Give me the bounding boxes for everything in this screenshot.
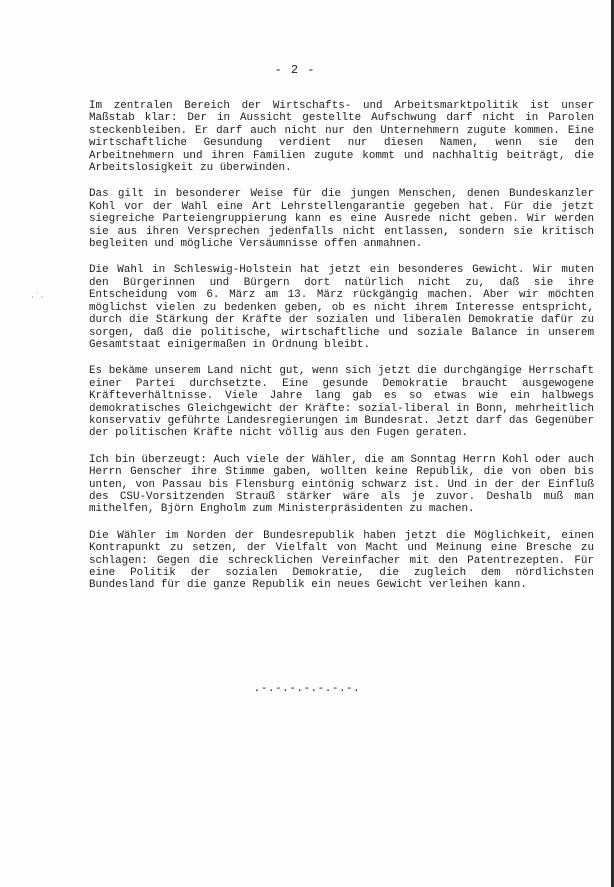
paragraph-voters: Ich bin überzeugt: Auch viele der Wähler, die am Sonntag Herrn Kohl oder auch Herrn Genscher ihre Stimme gaben, wollten keine Republik, die von oben bis unten, von Passau bis Flensburg eintönig schwarz ist. Und in der der Einfluß des CSU-Vorsitzenden Strauß stärker wäre als je zuvor. Deshalb muß man mithelfen, Björn Engholm zum Ministerpräsidenten zu machen.	[89, 453, 594, 516]
paragraph-north: Die Wähler im Norden der Bundesrepublik haben jetzt die Möglichkeit, einen Kontrapunkt zu setzen, der Vielfalt von Macht und Meinung eine Bresche zu schlagen: Gegen die schrecklichen Vereinfacher mit den Patentrezepten. Für eine Politik der sozialen Demokratie, die zugleich dem nördlichsten Bundesland für die ganze Republik ein neues Gewicht verleihen kann.	[89, 529, 594, 592]
page-number: - 2 -	[274, 63, 316, 77]
paragraph-youth: Das gilt in besonderer Weise für die jungen Menschen, denen Bundeskanzler Kohl vor der Wahl eine Art Lehrstellengarantie gegeben hat. Für die jetzt siegreiche Parteiengruppierung kann es eine Ausrede nicht geben. Wir werden sie aus ihren Versprechen jedenfalls nicht entlassen, sondern sie kritisch begleiten und mögliche Versäumnisse offen anmahnen.	[89, 188, 594, 251]
paragraph-schleswig-holstein: Die Wahl in Schleswig-Holstein hat jetzt ein besonderes Gewicht. Wir muten den Bürgerinnen und Bürgern dort natürlich nicht zu, daß sie ihre Entscheidung vom 6. März am 13. März rückgängig machen. Aber wir möchten möglichst vielen zu bedenken geben, ob es nicht ihrem Interesse entspricht, durch die Stärkung der Kräfte der sozialen und liberalen Demokratie dafür zu sorgen, daß die politische, wirtschaftliche und soziale Balance in unserem Gesamtstaat einigermaßen in Ordnung bleibt.	[89, 264, 594, 351]
body-text	[89, 100, 594, 606]
paragraph-economy: Im zentralen Bereich der Wirtschafts- und Arbeitsmarktpolitik ist unser Maßstab klar: Der in Aussicht gestellte Aufschwung darf nicht in Parolen steckenbleiben. Er darf auch nicht nur den Unternehmern zugute kommen. Eine wirtschaftliche Gesundung verdient nur diesen Namen, wenn sie den Arbeitnehmern und ihren Familien zugute kommt und nachhaltig beiträgt, die Arbeitslosigkeit zu überwinden.	[89, 100, 594, 175]
margin-scribble-icon: ·˙·	[30, 293, 45, 302]
closing-separator: .-.-.-.-.-.-.-.	[253, 683, 361, 695]
paragraph-balance: Es bekäme unserem Land nicht gut, wenn sich jetzt die durchgängige Herrschaft einer Partei durchsetzte. Eine gesunde Demokratie braucht ausgewogene Kräfteverhältnisse. Viele Jahre lang gab es so etwas wie ein halbwegs demokratisches Gleichgewicht der Kräfte: sozial-liberal in Bonn, mehrheitlich konservativ geführte Landesregierungen im Bundesrat. Jetzt darf das Gegenüber der politischen Kräfte nicht völlig aus den Fugen geraten.	[89, 365, 594, 440]
